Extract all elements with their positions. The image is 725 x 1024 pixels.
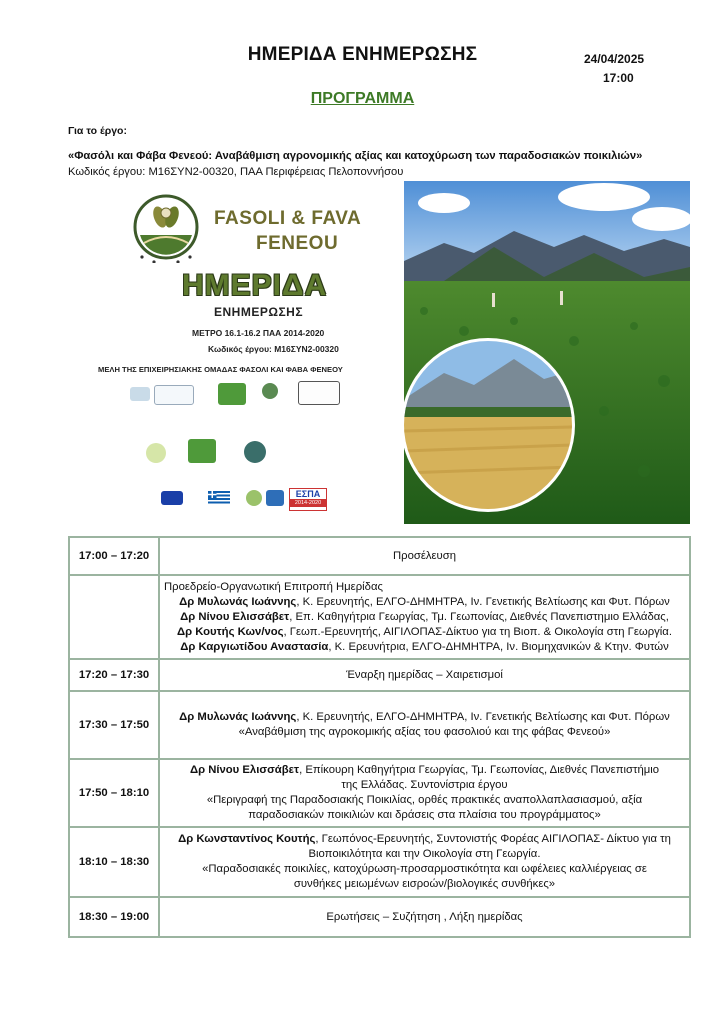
poster-brand-line1: FASOLI & FAVA <box>214 208 362 229</box>
activity-text: Προσέλευση <box>393 549 456 562</box>
talk-title: «Περιγραφή της Παραδοσιακής Ποικιλίας, ορθές πρακτικές αναπολλαπλασιασμού, αξία <box>206 794 643 806</box>
espa-label: ΕΣΠΑ <box>295 489 321 499</box>
member-role: , Κ. Ερευνητής, ΕΛΓΟ-ΔΗΜΗΤΡΑ, Ιν. Γενετικής Βελτίωσης και Φυτ. Πόρων <box>296 595 670 608</box>
program-heading: ΠΡΟΓΡΑΜΜΑ <box>310 90 415 107</box>
table-row <box>69 691 690 759</box>
row-time: 17:20 – 17:30 <box>69 659 159 691</box>
row-time <box>69 575 159 659</box>
field-photo <box>404 181 690 524</box>
peloponnese-region-logo-icon <box>266 490 284 506</box>
row-time: 18:10 – 18:30 <box>69 827 159 897</box>
committee-intro: Προεδρείο-Οργανωτική Επιτροπή Ημερίδας <box>164 580 383 593</box>
elgo-institute-logo-icon <box>188 439 216 463</box>
speaker-name: Δρ Νίνου Ελισσάβετ <box>189 764 300 776</box>
row-talk <box>159 691 690 759</box>
activity-text: Έναρξη ημερίδας – Χαιρετισμοί <box>346 668 503 681</box>
talk-title-cont: συνθήκες μειωμένων εισροών/βιολογικές συνθήκες» <box>293 878 556 890</box>
espa-years: 2014-2020 <box>290 499 326 507</box>
row-time: 17:30 – 17:50 <box>69 691 159 759</box>
espa-logo-icon <box>289 488 327 511</box>
ihu-logo-icon <box>244 441 266 463</box>
poster-measure: ΜΕΤΡΟ 16.1-16.2 ΠΑΑ 2014-2020 <box>192 328 325 338</box>
project-label: Για το έργο: <box>68 125 127 137</box>
speaker-name: Δρ Μυλωνάς Ιωάννης <box>179 711 297 723</box>
member-role: , Γεωπ.-Ερευνητής, ΑΙΓΙΛΟΠΑΣ-Δίκτυο για τη Βιοπ. & Οικολογία στη Γεωργία. <box>283 625 672 638</box>
activity-text: Ερωτήσεις – Συζήτηση , Λήξη ημερίδας <box>326 910 523 923</box>
project-code: Κωδικός έργου: Μ16ΣΥΝ2-00320, ΠΑΑ Περιφέρειας Πελοποννήσου <box>68 166 404 178</box>
member-name: Δρ Καργιωτίδου Αναστασία <box>180 640 329 653</box>
municipality-logo-icon <box>262 383 278 399</box>
speaker-role: , Κ. Ερευνητής, ΕΛΓΟ-ΔΗΜΗΤΡΑ, Ιν. Γενετικής Βελτίωσης και Φυτ. Πόρων <box>296 711 670 723</box>
research-committee-logo-icon <box>154 385 194 405</box>
speaker-role: , Γεωπόνος-Ερευνητής, Συντονιστής Φορέας ΑΙΓΙΛΟΠΑΣ- Δίκτυο για τη <box>315 833 671 845</box>
table-row <box>69 537 690 575</box>
poster-headline: ΗΜΕΡΙΔΑ <box>182 269 328 302</box>
row-time: 18:30 – 19:00 <box>69 897 159 937</box>
member-role: , Επ. Καθηγήτρια Γεωργίας, Τμ. Γεωπονίας, Διεθνές Πανεπιστημιο Ελλάδας, <box>289 610 669 623</box>
member-name: Δρ Κουτής Κων/νος <box>177 625 284 638</box>
schedule-table <box>68 536 691 938</box>
poster-brand-line2: FENEOU <box>256 233 339 254</box>
rural-development-logo-icon <box>246 490 262 506</box>
event-poster <box>68 181 690 524</box>
talk-title-cont: παραδοσιακών ποικιλιών και δράσεις στα πλαίσια του προγράμματος» <box>248 809 601 821</box>
row-committee <box>159 575 690 659</box>
talk-title: «Παραδοσιακές ποικιλίες, κατοχύρωση-προσαρμοστικότητα και ωφέλειες καλλιέργειας σε <box>202 863 647 875</box>
committee-member <box>164 625 685 640</box>
committee-member <box>164 595 685 610</box>
eu-flag-icon <box>161 491 183 505</box>
row-activity <box>159 537 690 575</box>
table-row <box>69 827 690 897</box>
speaker-role-cont: Βιοποικιλότητα και την Οικολογία στη Γεωργία. <box>308 848 541 860</box>
row-time: 17:50 – 18:10 <box>69 759 159 827</box>
table-row <box>69 897 690 937</box>
event-date: 24/04/2025 <box>584 52 645 66</box>
poster-project-code: Κωδικός έργου: Μ16ΣΥΝ2-00320 <box>208 344 339 354</box>
poster-members-heading: ΜΕΛΗ ΤΗΣ ΕΠΙΧΕΙΡΗΣΙΑΚΗΣ ΟΜΑΔΑΣ ΦΑΣΟΛΙ ΚΑΙ ΦΑΒΑ ΦΕΝΕΟΥ <box>98 365 343 374</box>
greek-flag-icon <box>208 491 230 505</box>
speaker-name: Δρ Κωνσταντίνος Κουτής <box>178 833 316 845</box>
member-name: Δρ Νίνου Ελισσάβετ <box>180 610 290 623</box>
aigilopas-logo-icon <box>146 443 166 463</box>
row-talk <box>159 827 690 897</box>
row-activity <box>159 897 690 937</box>
elgo-dimitra-logo-icon <box>218 383 246 405</box>
table-row <box>69 659 690 691</box>
committee-member <box>164 640 685 655</box>
speaker-line <box>164 832 685 847</box>
speaker-role-cont: της Ελλάδας. Συντονίστρια έργου <box>341 779 508 791</box>
event-time: 17:00 <box>603 71 634 85</box>
row-time: 17:00 – 17:20 <box>69 537 159 575</box>
store-logo-icon <box>298 381 340 405</box>
project-title: «Φασόλι και Φάβα Φενεού: Αναβάθμιση αγρονομικής αξίας και κατοχύρωση των παραδοσιακών ποικιλιών» <box>68 150 643 162</box>
speaker-line <box>164 710 685 725</box>
poster-subheadline: ΕΝΗΜΕΡΩΣΗΣ <box>214 305 304 319</box>
university-logo-icon <box>130 387 150 401</box>
committee-member <box>164 610 685 625</box>
row-talk <box>159 759 690 827</box>
member-role: , Κ. Ερευνήτρια, ΕΛΓΟ-ΔΗΜΗΤΡΑ, Ιν. Βιομηχανικών & Κτην. Φυτών <box>328 640 669 653</box>
talk-title: «Αναβάθμιση της αγροκομικής αξίας του φασολιού και της φάβας Φενεού» <box>238 726 611 738</box>
speaker-line <box>164 763 685 778</box>
row-activity <box>159 659 690 691</box>
table-row <box>69 759 690 827</box>
page-title: ΗΜΕΡΙΔΑ ΕΝΗΜΕΡΩΣΗΣ <box>247 44 478 65</box>
speaker-role: , Επίκουρη Καθηγήτρια Γεωργίας, Τμ. Γεωπονίας, Διεθνές Πανεπιστήμιο <box>299 764 660 776</box>
member-name: Δρ Μυλωνάς Ιωάννης <box>179 595 297 608</box>
table-row <box>69 575 690 659</box>
fasoli-fava-logo-icon <box>130 191 202 263</box>
